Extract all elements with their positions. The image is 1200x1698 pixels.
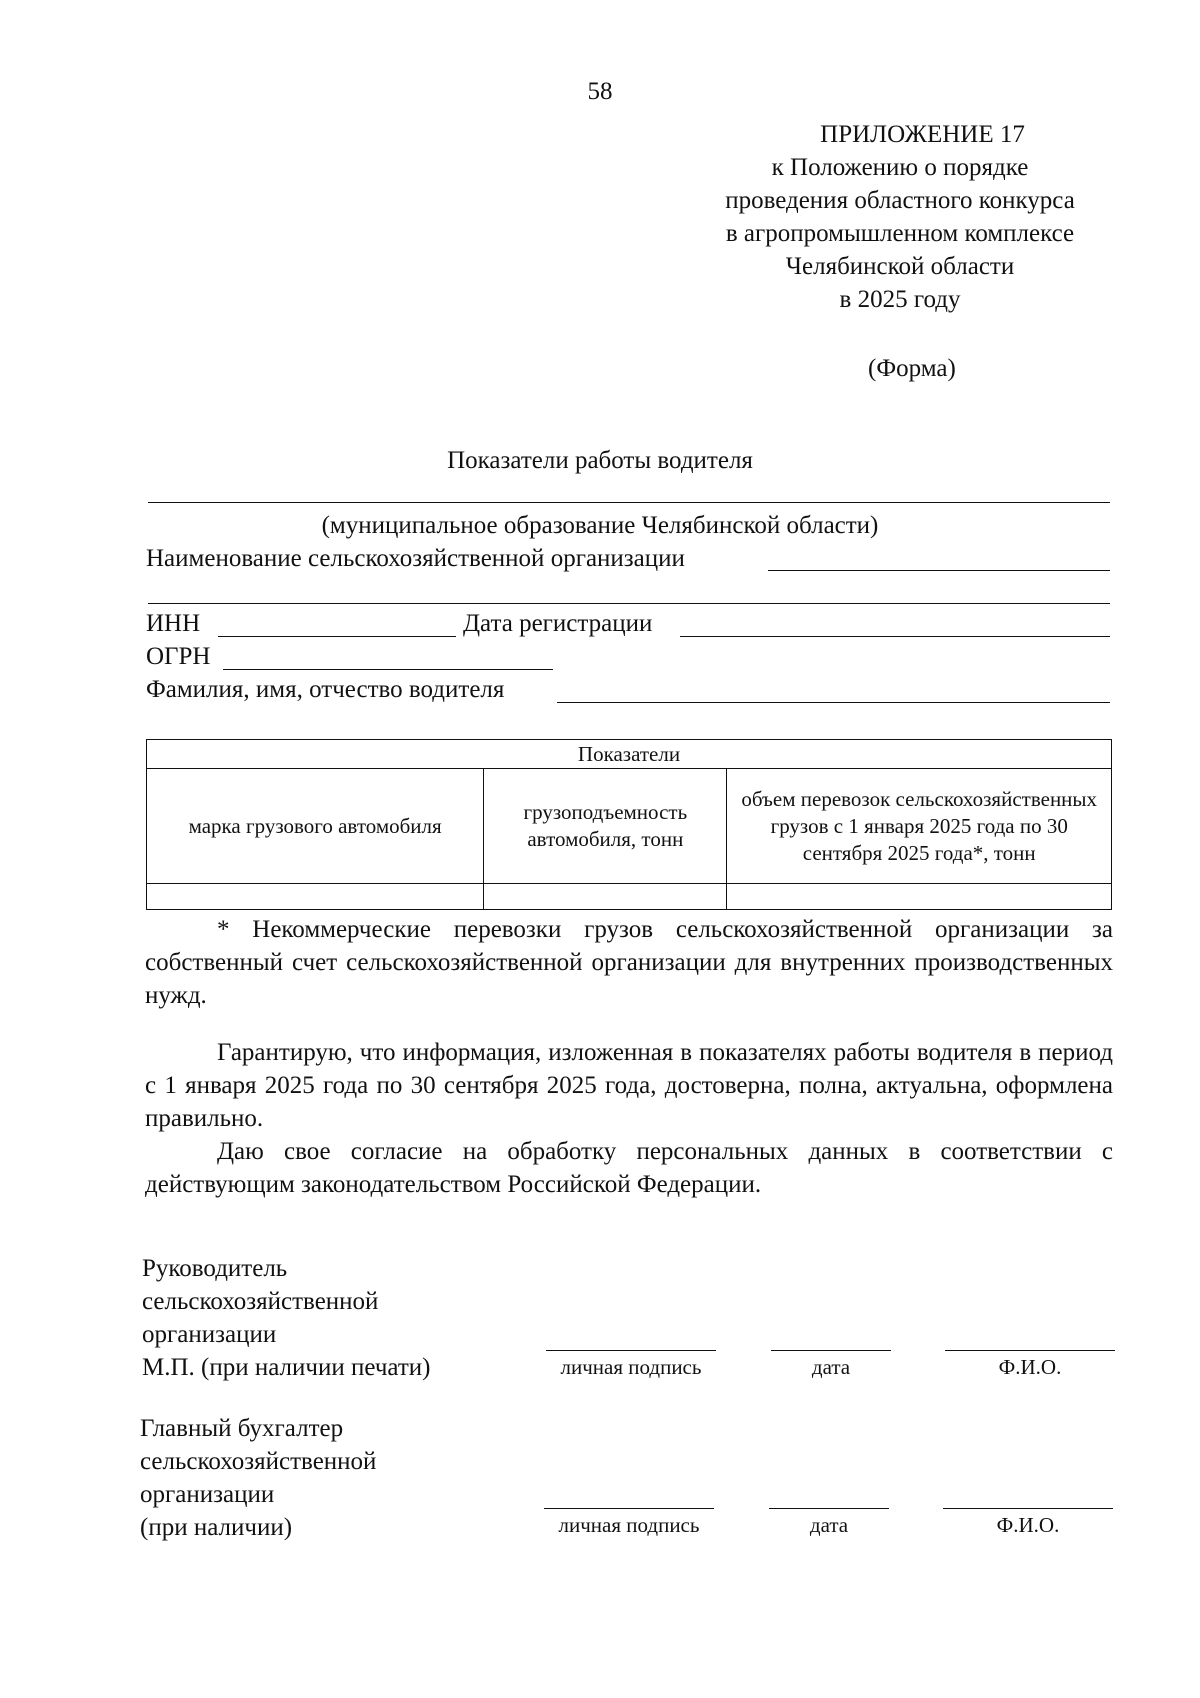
role-line: организации [140,1481,275,1508]
indicators-table [146,739,1112,910]
table-row [147,884,1112,910]
table-cell-truck-brand[interactable] [147,884,484,910]
table-group-header: Показатели [147,740,1112,769]
role-line: сельскохозяйственной [142,1288,379,1315]
ogrn-label: ОГРН [146,643,211,670]
inn-label: ИНН [146,610,201,637]
signature-caption: личная подпись [560,1355,702,1379]
accountant-name-field[interactable] [943,1508,1113,1509]
appendix-line: к Положению о порядке [771,154,1029,181]
appendix-title: ПРИЛОЖЕНИЕ 17 [820,121,1025,148]
column-header-load-capacity: грузоподъемность автомобиля, тонн [484,769,727,884]
consent-text: Даю свое согласие на обработку персональных данных в соответствии с действующим законодательством Российской Федерации. [145,1138,1113,1198]
appendix-line: в агропромышленном комплексе [725,220,1075,247]
consent-paragraph [145,1135,1113,1201]
role-line: Руководитель [142,1255,288,1282]
organization-name-label: Наименование сельскохозяйственной организации [146,545,685,572]
role-line: организации [142,1321,277,1348]
director-signature-field[interactable] [546,1350,716,1351]
accountant-signature-field[interactable] [544,1508,714,1509]
role-line: (при наличии) [140,1514,293,1541]
signature-role-chief-accountant [140,1412,376,1544]
table-cell-load-capacity[interactable] [484,884,727,910]
signature-role-director [142,1252,431,1384]
document-title: Показатели работы водителя [447,447,753,474]
column-header-truck-brand: марка грузового автомобиля [147,769,484,884]
footnote-text: * Некоммерческие перевозки грузов сельскохозяйственной организации за собственный счет сельскохозяйственной организации для внутренних производственных нужд. [145,916,1113,1009]
appendix-line: в 2025 году [839,286,961,313]
role-line: М.П. (при наличии печати) [142,1354,431,1381]
appendix-line: проведения областного конкурса [725,187,1075,214]
inn-field[interactable] [218,636,456,637]
date-caption: дата [811,1355,851,1379]
registration-date-label: Дата регистрации [463,610,653,637]
organization-name-field-continuation[interactable] [148,603,1110,604]
role-line: Главный бухгалтер [140,1415,344,1442]
form-label: (Форма) [868,355,956,382]
guarantee-paragraph [145,1036,1113,1135]
full-name-caption: Ф.И.О. [996,1513,1060,1537]
director-date-field[interactable] [771,1350,891,1351]
column-header-transport-volume: объем перевозок сельскохозяйственных грузов с 1 января 2025 года по 30 сентября 2025 года*, тонн [727,769,1112,884]
role-line: сельскохозяйственной [140,1448,377,1475]
driver-name-label: Фамилия, имя, отчество водителя [146,676,505,703]
footnote [145,913,1113,1012]
registration-date-field[interactable] [680,636,1110,637]
signature-caption: личная подпись [558,1513,700,1537]
accountant-date-field[interactable] [769,1508,889,1509]
guarantee-text: Гарантирую, что информация, изложенная в показателях работы водителя в период с 1 января 2025 года по 30 сентября 2025 года, достоверна, полна, актуальна, оформлена правильно. [145,1039,1113,1132]
municipality-caption: (муниципальное образование Челябинской области) [321,512,879,539]
appendix-line: Челябинской области [785,253,1015,280]
date-caption: дата [809,1513,849,1537]
organization-name-field[interactable] [768,570,1110,571]
table-cell-transport-volume[interactable] [727,884,1112,910]
ogrn-field[interactable] [223,669,553,670]
driver-name-field[interactable] [557,702,1110,703]
director-name-field[interactable] [945,1350,1115,1351]
page-number: 58 [587,78,613,105]
municipality-field[interactable] [148,502,1110,503]
full-name-caption: Ф.И.О. [998,1355,1062,1379]
